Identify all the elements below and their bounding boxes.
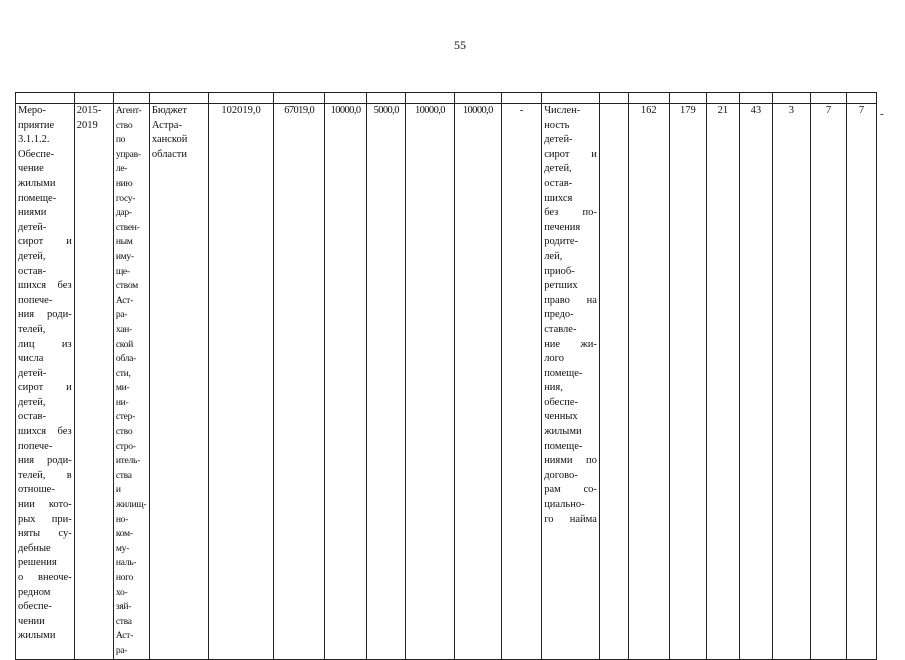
executor-cell: Агент- ство по управ- ле- нию госу- дар- ствен- ным иму- ще- ством Аст- ра- хан- ской обла- сти, ми- ни- стер- ство стро- итель- ства и жилищ- но- ком- му- наль- ного хо- зяй- ства Аст- ра- — [113, 104, 149, 660]
indicator-value-4: 43 — [739, 104, 772, 660]
indicator-cell: Числен- ность детей- сирот и детей, остав- шихся без по- печения родите- лей, приоб- ретших право на предо- ставле- ние жи- лого помеще- ния, обеспе- ченных жилыми помеще- ниями по догово- рам со- циально- го найма — [542, 104, 600, 660]
page-number: 55 — [454, 38, 466, 52]
funding-source-cell: Бюджет Астра- ханской области — [149, 104, 208, 660]
indicator-value-6: 7 — [810, 104, 846, 660]
total-amount-cell: 102019,0 — [208, 104, 274, 660]
amount-2018-cell: 10000,0 — [406, 104, 454, 660]
indicator-value-7: 7 — [846, 104, 876, 660]
table-row — [16, 104, 877, 660]
table-header-row — [16, 93, 877, 104]
amount-2016-cell: 10000,0 — [324, 104, 366, 660]
amount-2017-cell: 5000,0 — [367, 104, 406, 660]
years-cell: 2015- 2019 — [74, 104, 113, 660]
indicator-value-3: 21 — [706, 104, 739, 660]
program-table — [15, 92, 877, 660]
indicator-value-5: 3 — [772, 104, 810, 660]
amount-2015-cell: 67019,0 — [274, 104, 324, 660]
amount-2019-cell: 10000,0 — [454, 104, 501, 660]
amount-2020-cell: - — [502, 104, 542, 660]
unit-cell — [599, 104, 628, 660]
measure-cell: Меро- приятие 3.1.1.2. Обеспе- чение жилыми помеще- ниями детей- сирот и детей, остав- шихся без попече- ния роди- телей, лиц из числа детей- сирот и детей, остав- шихся без попече- ния роди- телей, в отноше- нии кото- рых при- няты су- дебные решения о внеоче- редном обеспе- чении жилыми — [16, 104, 75, 660]
indicator-value-2: 179 — [669, 104, 706, 660]
trailing-dash: - — [880, 108, 884, 120]
indicator-value-1: 162 — [628, 104, 669, 660]
